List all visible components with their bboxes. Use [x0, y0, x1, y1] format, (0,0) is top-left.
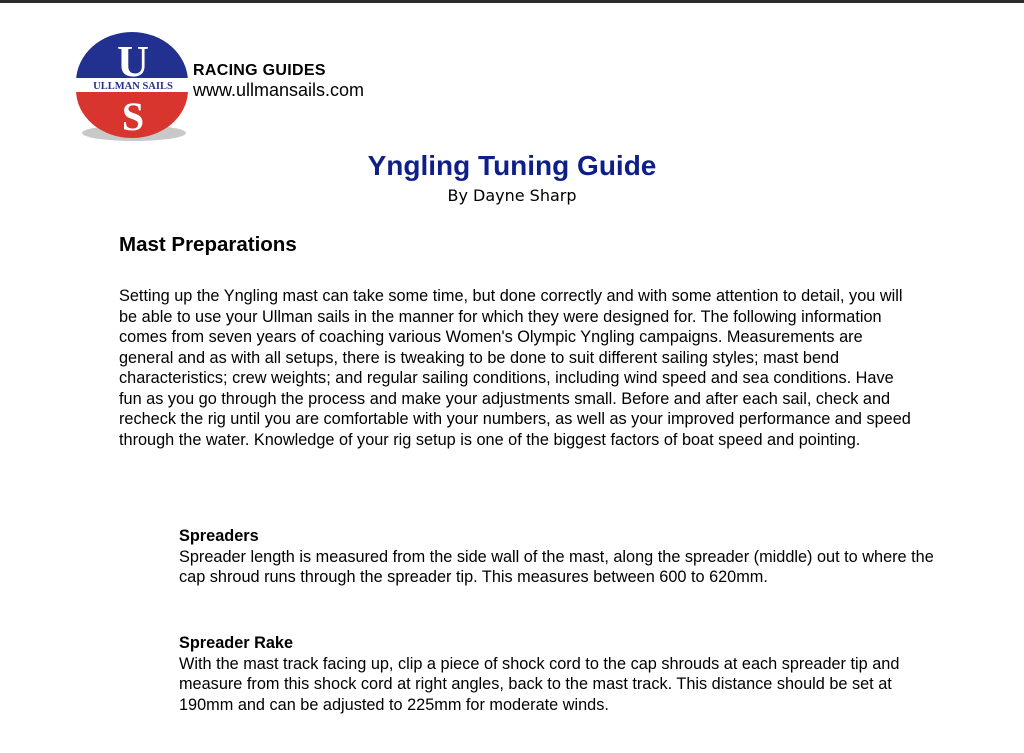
top-edge-bar [0, 0, 1024, 3]
intro-paragraph: Setting up the Yngling mast can take some time, but done correctly and with some attention to detail, you will be able to use your Ullman sails in the manner for which they were designed for. The following information comes from seven years of coaching various Women's Olympic Yngling campaigns. Measurements are general and as with all setups, there is tweaking to be done to suit different sailing styles; mast bend characteristics; crew weights; and regular sailing conditions, including wind speed and sea conditions. Have fun as you go through the process and make your adjustments small. Before and after each sail, check and recheck the rig until you are comfortable with your numbers, as well as your improved performance and speed through the water. Knowledge of your rig setup is one of the biggest factors of boat speed and pointing. [119, 287, 911, 449]
subsection-spreader-rake [179, 633, 939, 715]
brand-block [193, 63, 364, 99]
document-byline: By Dayne Sharp [447, 186, 577, 205]
ullman-sails-logo [74, 30, 192, 142]
subsection-spreaders [179, 526, 939, 588]
brand-name: RACING GUIDES [193, 62, 326, 79]
logo-letter-u: U [117, 37, 149, 86]
logo-band-text: ULLMAN SAILS [93, 81, 173, 92]
subsection-heading: Spreader Rake [179, 634, 294, 652]
subsection-body: With the mast track facing up, clip a piece of shock cord to the cap shrouds at each spreader tip and measure from this shock cord at right angles, back to the mast track. This distance should be set at 190mm and can be adjusted to 225mm for moderate winds. [179, 654, 900, 714]
subsection-heading: Spreaders [179, 527, 259, 545]
section-heading: Mast Preparations [119, 233, 297, 256]
subsection-body: Spreader length is measured from the side wall of the mast, along the spreader (middle) out to where the cap shroud runs through the spreader tip. This measures between 600 to 620mm. [179, 547, 934, 586]
document-title: Yngling Tuning Guide [367, 150, 657, 181]
website-link: www.ullmansails.com [193, 80, 365, 100]
logo-letter-s: S [121, 94, 145, 139]
